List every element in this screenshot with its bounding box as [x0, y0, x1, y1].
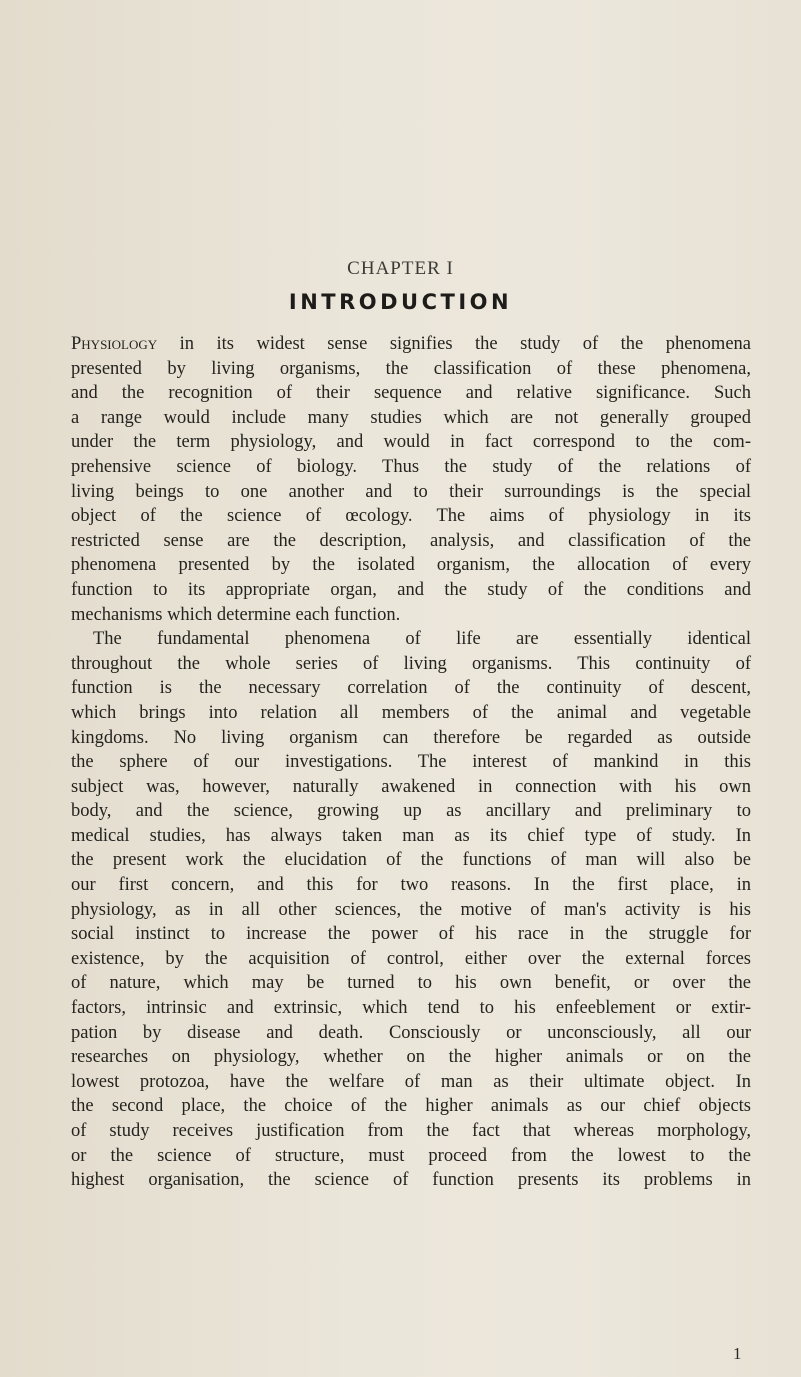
text-line: which brings into relation all members of the animal and vegetable [71, 702, 751, 723]
text-line: existence, by the acquisition of control, either over the external forces [71, 948, 751, 969]
text-line: medical studies, has always taken man as its chief type of study. In [71, 825, 751, 846]
page-number: 1 [733, 1344, 742, 1363]
text-line: the second place, the choice of the higher animals as our chief objects [71, 1096, 751, 1117]
text-line: subject was, however, naturally awakened in connection with his own [71, 776, 751, 797]
text-line: restricted sense are the description, analysis, and classification of the [71, 530, 751, 551]
text-line: lowest protozoa, have the welfare of man as their ultimate object. In [71, 1071, 751, 1092]
text-line: function is the necessary correlation of the continuity of descent, [71, 678, 751, 699]
text-line: living beings to one another and to their surroundings is the special [71, 481, 751, 502]
text-line: object of the science of œcology. The aims of physiology in its [71, 506, 751, 527]
text-line: The fundamental phenomena of life are essentially identical [93, 629, 751, 650]
text-line: factors, intrinsic and extrinsic, which tend to his enfeeblement or extir- [71, 998, 751, 1019]
text-line: our first concern, and this for two reasons. In the first place, in [71, 875, 751, 896]
text-line: mechanisms which determine each function. [71, 604, 401, 625]
chapter-title: INTRODUCTION [288, 290, 513, 314]
text-line: presented by living organisms, the classification of these phenomena, [71, 358, 751, 379]
text-line: under the term physiology, and would in fact correspond to the com- [71, 432, 751, 453]
text-line: the present work the elucidation of the functions of man will also be [71, 850, 751, 871]
text-line: Physiology in its widest sense signifies the study of the phenomena [71, 334, 751, 354]
text-line: phenomena presented by the isolated organism, the allocation of every [71, 555, 751, 576]
text-line: kingdoms. No living organism can therefore be regarded as outside [71, 727, 751, 748]
text-line: pation by disease and death. Consciously or unconsciously, all our [71, 1022, 751, 1043]
chapter-label: CHAPTER I [347, 258, 454, 279]
text-line: physiology, as in all other sciences, the motive of man's activity is his [71, 899, 751, 920]
text-line: highest organisation, the science of function presents its problems in [71, 1170, 751, 1191]
text-line: of nature, which may be turned to his own benefit, or over the [71, 973, 751, 994]
text-line: the sphere of our investigations. The interest of mankind in this [71, 752, 751, 773]
text-line: of study receives justification from the fact that whereas morphology, [71, 1121, 751, 1141]
text-line: throughout the whole series of living organisms. This continuity of [71, 653, 751, 674]
lead-word: Physiology [71, 334, 158, 354]
text-line: researches on physiology, whether on the higher animals or on the [71, 1047, 751, 1068]
text-line: prehensive science of biology. Thus the study of the relations of [71, 456, 751, 477]
text-line: social instinct to increase the power of his race in the struggle for [71, 924, 751, 945]
text-line: function to its appropriate organ, and the study of the conditions and [71, 579, 751, 600]
text-line: and the recognition of their sequence and relative significance. Such [71, 383, 751, 404]
text-line: body, and the science, growing up as ancillary and preliminary to [71, 801, 751, 822]
body-text [71, 332, 751, 1193]
text-line: or the science of structure, must proceed from the lowest to the [71, 1145, 751, 1166]
text-line: a range would include many studies which are not generally grouped [71, 407, 751, 428]
